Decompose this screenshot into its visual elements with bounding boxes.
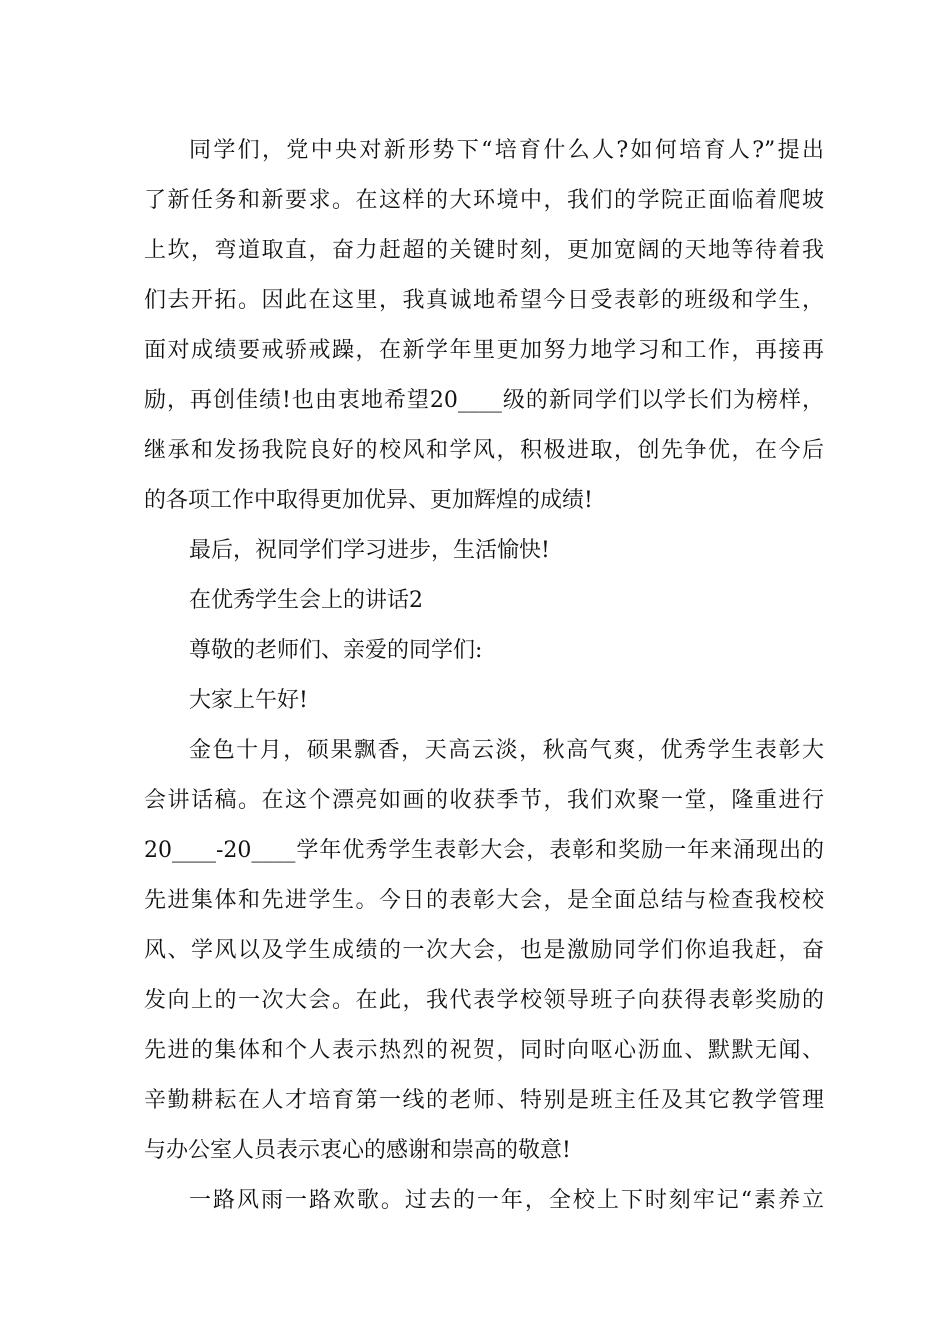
document-page (144, 126, 824, 1226)
text-line: 励，再创佳绩!也由衷地希望20____级的新同学们以学长们为榜样， (144, 388, 824, 413)
text-line: 继承和发扬我院良好的校风和学风，积极进取，创先争优，在今后 (144, 438, 824, 463)
text-line: 风、学风以及学生成绩的一次大会，也是激励同学们你追我赶，奋 (144, 938, 824, 963)
text-line: 了新任务和新要求。在这样的大环境中，我们的学院正面临着爬坡 (144, 188, 824, 213)
text-line: 与办公室人员表示衷心的感谢和崇高的敬意! (144, 1138, 571, 1163)
text-line: 同学们，党中央对新形势下“培育什么人?如何培育人?”提出 (189, 138, 824, 163)
text-line: 在优秀学生会上的讲话2 (189, 588, 423, 613)
text-line: 面对成绩要戒骄戒躁，在新学年里更加努力地学习和工作，再接再 (144, 338, 824, 363)
text-line: 一路风雨一路欢歌。过去的一年，全校上下时刻牢记“素养立 (189, 1188, 824, 1213)
text-line: 金色十月，硕果飘香，天高云淡，秋高气爽，优秀学生表彰大 (189, 738, 824, 763)
document-body (144, 126, 824, 1226)
text-line: 发向上的一次大会。在此，我代表学校领导班子向获得表彰奖励的 (144, 988, 824, 1013)
text-line: 大家上午好! (189, 688, 308, 713)
text-line: 上坎，弯道取直，奋力赶超的关键时刻，更加宽阔的天地等待着我 (144, 238, 824, 263)
text-line: 辛勤耕耘在人才培育第一线的老师、特别是班主任及其它教学管理 (144, 1088, 824, 1113)
text-line: 们去开拓。因此在这里，我真诚地希望今日受表彰的班级和学生， (144, 288, 824, 313)
text-line: 先进集体和先进学生。今日的表彰大会，是全面总结与检查我校校 (144, 888, 824, 913)
text-line: 最后，祝同学们学习进步，生活愉快! (189, 538, 550, 563)
text-line: 20____-20____学年优秀学生表彰大会，表彰和奖励一年来涌现出的 (144, 838, 824, 863)
text-line: 先进的集体和个人表示热烈的祝贺，同时向呕心沥血、默默无闻、 (144, 1038, 824, 1063)
text-line: 尊敬的老师们、亲爱的同学们: (189, 638, 483, 663)
text-line: 会讲话稿。在这个漂亮如画的收获季节，我们欢聚一堂，隆重进行 (144, 788, 824, 813)
text-line: 的各项工作中取得更加优异、更加辉煌的成绩! (144, 488, 593, 513)
